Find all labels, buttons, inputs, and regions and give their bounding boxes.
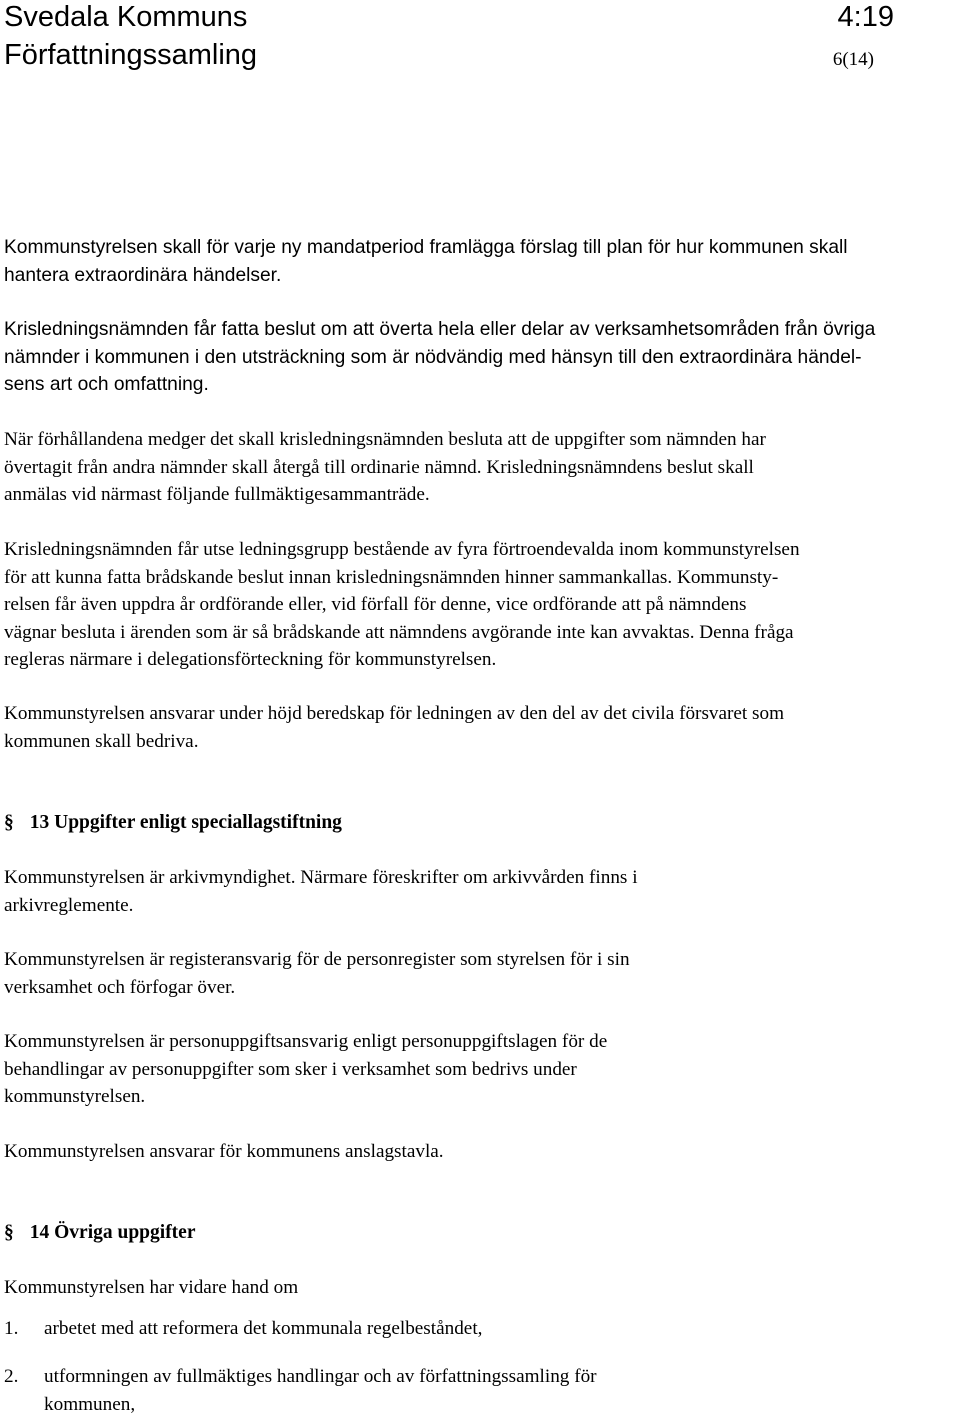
text-line: relsen får även uppdra år ordförande eller, vid förfall för denne, vice ordförande att på nämndens (4, 594, 747, 615)
text-line: kommunstyrelsen. (4, 1086, 146, 1107)
text-line: vägnar besluta i ärenden som är så brådskande att nämndens avgörande inte kan avvaktas. Denna fråga (4, 621, 794, 643)
text-line: regleras närmare i delegationsförteckning för kommunstyrelsen. (4, 649, 497, 670)
document-code: 4:19 (837, 1, 894, 33)
list-item (4, 1315, 960, 1343)
section-marker: § (4, 1222, 14, 1243)
list-item-text: utformningen av fullmäktiges handlingar och av författningssamling för (44, 1366, 597, 1387)
text-line: anmälas vid närmast följande fullmäktigesammanträde. (4, 484, 430, 505)
paragraph-notice-board (4, 1138, 960, 1166)
section-title: 14 Övriga uppgifter (29, 1222, 196, 1243)
document-header (4, 0, 960, 90)
text-line: Kommunstyrelsen är personuppgiftsansvarig enligt personuppgiftslagen för de (4, 1031, 608, 1052)
text-line: behandlingar av personuppgifter som sker i verksamhet som bedrivs under (4, 1058, 577, 1080)
list-item-number: 2. (4, 1366, 19, 1387)
text-line: Krisledningsnämnden får utse ledningsgrupp bestående av fyra förtroendevalda inom kommunstyrelsen (4, 539, 800, 560)
list-item (4, 1363, 960, 1419)
text-line: för att kunna fatta brådskande beslut innan krisledningsnämnden hinner sammankallas. Kommunsty- (4, 566, 779, 588)
text-line: kommunen skall bedriva. (4, 730, 199, 752)
paragraph-personal-data (4, 1028, 960, 1111)
text-line: Kommunstyrelsen skall för varje ny mandatperiod framlägga förslag till plan för hur kommunen skall (4, 237, 848, 258)
text-line: Kommunstyrelsen är registeransvarig för de personregister som styrelsen för i sin (4, 949, 630, 970)
section-title: 13 Uppgifter enligt speciallagstiftning (29, 812, 342, 833)
text-line: hantera extraordinära händelser. (4, 264, 282, 286)
text-line: Kommunstyrelsen ansvarar under höjd beredskap för ledningen av den del av det civila försvaret som (4, 703, 785, 724)
paragraph-register (4, 946, 960, 1001)
section-heading-13 (4, 809, 342, 837)
page-number: 6(14) (832, 49, 874, 70)
paragraph-plan (4, 234, 960, 289)
list-item-text: arbetet med att reformera det kommunala regelbeståndet, (44, 1318, 483, 1339)
paragraph-archive (4, 864, 960, 919)
org-title: Svedala Kommuns (4, 1, 248, 33)
text-line: övertagit från andra nämnder skall återgå till ordinarie nämnd. Krisledningsnämndens beslut skall (4, 456, 754, 478)
text-line: Kommunstyrelsen är arkivmyndighet. Närmare föreskrifter om arkivvården finns i (4, 867, 638, 888)
text-line: sens art och omfattning. (4, 374, 209, 395)
text-line: verksamhet och förfogar över. (4, 976, 236, 998)
paragraph-takeover (4, 316, 960, 399)
section-heading-14 (4, 1219, 196, 1247)
paragraph-leadership-group (4, 536, 960, 674)
collection-title: Författningssamling (4, 39, 258, 71)
text-line: När förhållandena medger det skall krisledningsnämnden besluta att de uppgifter som nämnden har (4, 429, 766, 450)
section-marker: § (4, 812, 14, 833)
paragraph-return (4, 426, 960, 509)
text-line: Kommunstyrelsen har vidare hand om (4, 1277, 299, 1298)
text-line: Kommunstyrelsen ansvarar för kommunens anslagstavla. (4, 1141, 444, 1162)
text-line: nämnder i kommunen i den utsträckning som är nödvändig med hänsyn till den extraordinära händel- (4, 346, 862, 368)
list-item-text: kommunen, (44, 1393, 136, 1415)
paragraph-further-duties (4, 1274, 960, 1302)
text-line: arkivreglemente. (4, 894, 134, 916)
paragraph-civil-defence (4, 700, 960, 755)
list-item-number: 1. (4, 1318, 19, 1339)
text-line: Krisledningsnämnden får fatta beslut om att överta hela eller delar av verksamhetsområden från övriga (4, 319, 876, 340)
